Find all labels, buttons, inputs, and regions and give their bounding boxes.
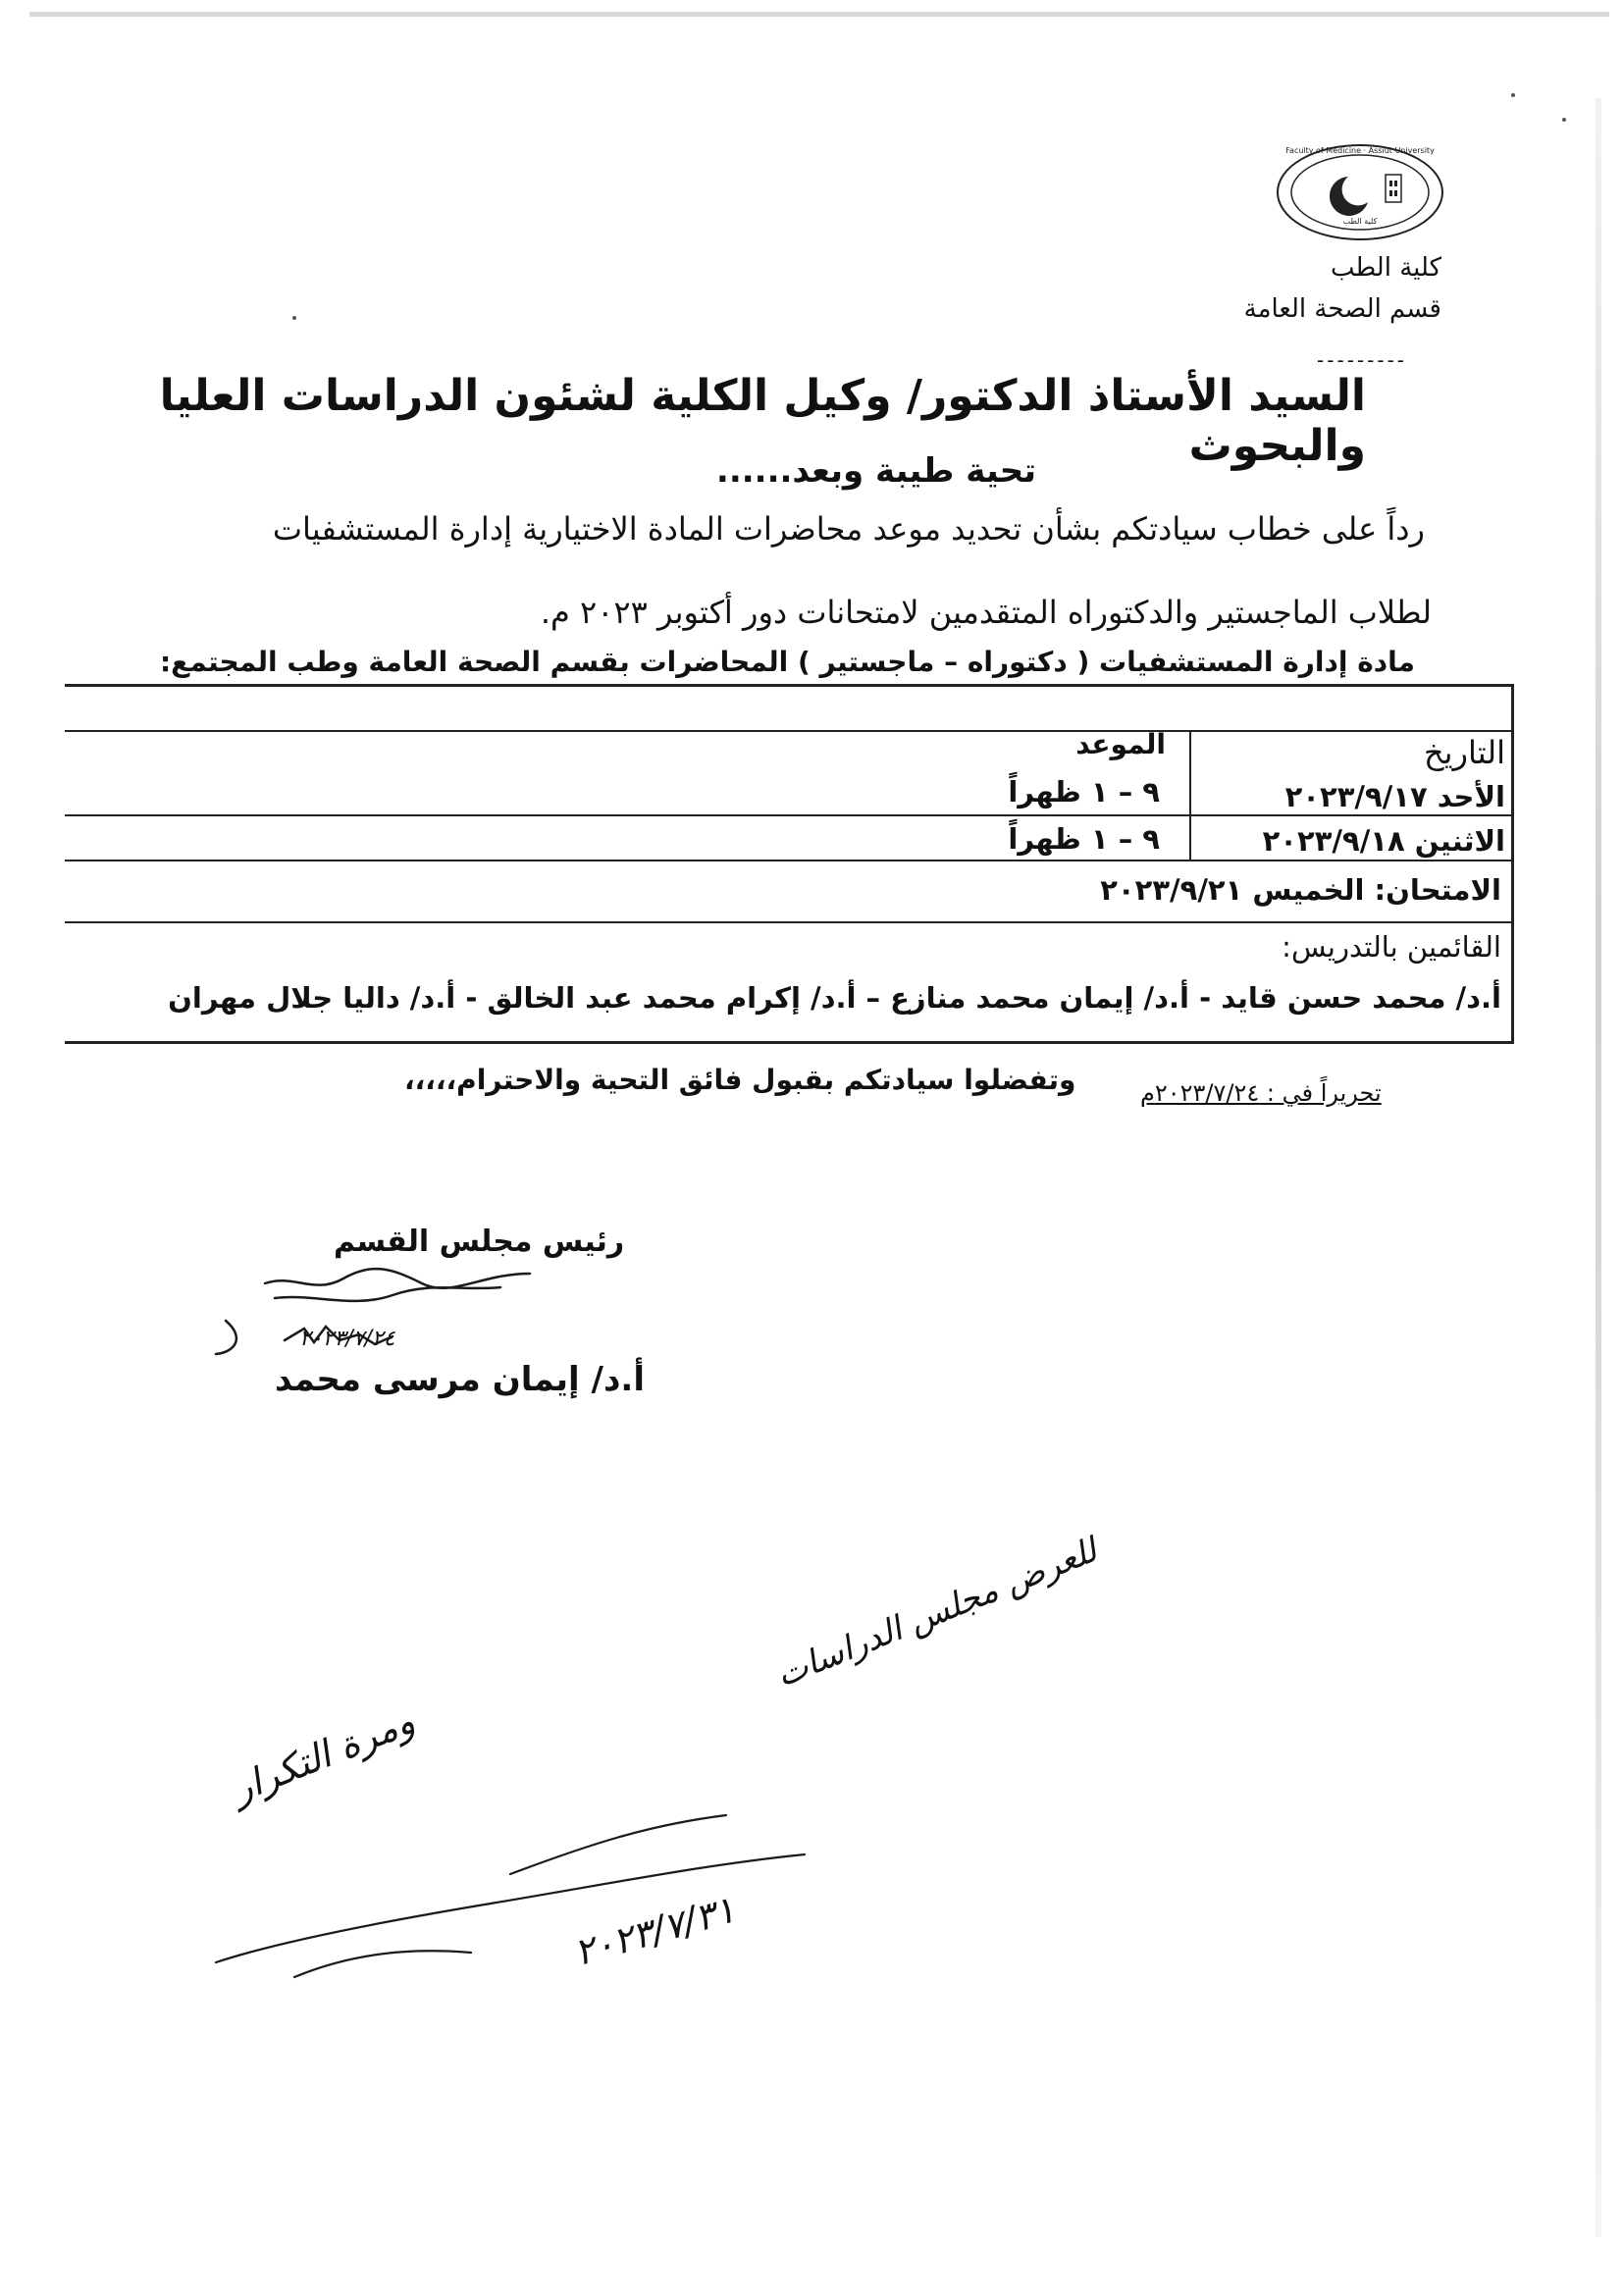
handwritten-note-line-1: للعرض مجلس الدراسات: [770, 1531, 1103, 1696]
table-row-2-date: الاثنين ٢٠٢٣/٩/١٨: [1262, 824, 1505, 858]
signatory-title: رئيس مجلس القسم: [334, 1225, 625, 1259]
letter-body-line-1: رداً على خطاب سيادتكم بشأن تحديد موعد محاضرات المادة الاختيارية إدارة المستشفيات: [272, 510, 1425, 548]
handwritten-note-date: ٢٠٢٣/٧/٣١: [569, 1887, 741, 1975]
svg-text:Faculty of Medicine · Assiut U: Faculty of Medicine · Assiut University: [1285, 146, 1435, 155]
department-name: قسم الصحة العامة: [1243, 294, 1441, 324]
letter-body-line-2: لطلاب الماجستير والدكتوراه المتقدمين لامتحانات دور أكتوبر ٢٠٢٣ م.: [540, 594, 1432, 631]
teachers-list: أ.د/ محمد حسن قايد - أ.د/ إيمان محمد منازع – أ.د/ إكرام محمد عبد الخالق - أ.د/ داليا جلال مهران: [168, 981, 1501, 1015]
table-rule: [65, 814, 1511, 816]
schedule-table: [65, 684, 1514, 1044]
signatory-name: أ.د/ إيمان مرسى محمد: [275, 1360, 645, 1399]
table-rule: [65, 730, 1511, 732]
letter-greeting: تحية طيبة وبعد......: [715, 451, 1036, 491]
scan-speck: [1511, 93, 1515, 97]
scan-speck: [292, 316, 296, 320]
handwritten-note-line-2: ومرة التكرار: [226, 1698, 421, 1811]
handwritten-signature: [206, 1244, 579, 1377]
issue-date: تحريراً في : ٢٠٢٣/٧/٢٤م: [1140, 1079, 1382, 1107]
scan-border-right: [1596, 98, 1601, 2237]
header-separator: ---------: [1317, 348, 1407, 372]
signature-handwritten-date: ٢٠٢٣/٧/٢٤: [299, 1327, 395, 1351]
scan-speck: [1562, 118, 1566, 122]
table-column-divider: [1189, 730, 1191, 860]
scan-border-top: [29, 12, 1609, 17]
table-row-2-time: ٩ – ١ ظهراً: [1008, 822, 1160, 856]
teachers-label: القائمين بالتدريس:: [1282, 930, 1501, 964]
table-row-1-time: ٩ – ١ ظهراً: [1008, 775, 1160, 809]
letter-addressee: السيد الأستاذ الدكتور/ وكيل الكلية لشئون الدراسات العليا والبحوث: [159, 371, 1366, 471]
svg-text:كلية الطب: كلية الطب: [1342, 217, 1378, 226]
course-line: مادة إدارة المستشفيات ( دكتوراه – ماجستير ) المحاضرات بقسم الصحة العامة وطب المجتمع:: [159, 646, 1415, 678]
faculty-name: كلية الطب: [1330, 253, 1441, 283]
table-rule: [65, 921, 1511, 923]
handwritten-note: [196, 1531, 1138, 2051]
table-header-date: التاريخ: [1423, 734, 1505, 771]
letter-closing: وتفضلوا سيادتكم بقبول فائق التحية والاحترام،،،،،: [404, 1064, 1076, 1096]
faculty-logo: [1272, 135, 1448, 243]
table-rule: [65, 860, 1511, 861]
table-header-time: الموعد: [1075, 728, 1166, 760]
exam-date: الامتحان: الخميس ٢٠٢٣/٩/٢١: [1100, 873, 1501, 907]
table-row-1-date: الأحد ٢٠٢٣/٩/١٧: [1284, 780, 1505, 813]
